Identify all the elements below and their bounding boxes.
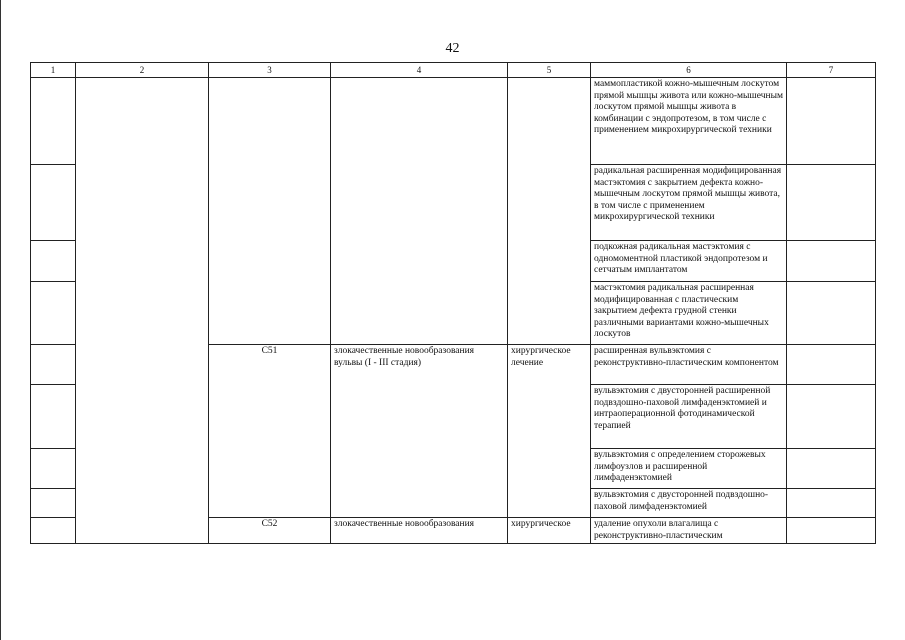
cell-col7 bbox=[787, 78, 876, 165]
cell-col2 bbox=[76, 78, 209, 544]
diagnosis-code-cell: C51 bbox=[209, 345, 331, 518]
model-description-cell: злокачественные новообразования вульвы (I - III стадия) bbox=[331, 345, 508, 518]
page-left-edge bbox=[0, 0, 1, 640]
cell-col7 bbox=[787, 489, 876, 518]
page-number: 42 bbox=[445, 41, 460, 56]
cell-col1 bbox=[31, 489, 76, 518]
model-description-cell bbox=[331, 78, 508, 345]
column-number: 7 bbox=[787, 63, 876, 78]
treatment-method-cell: вульвэктомия с определением сторожевых лимфоузлов и расширенной лимфаденэктомией bbox=[591, 449, 787, 489]
cell-col1 bbox=[31, 78, 76, 165]
treatment-method-cell: подкожная радикальная мастэктомия с одномоментной пластикой эндопротезом и сетчатым имплантатом bbox=[591, 241, 787, 282]
cell-col1 bbox=[31, 282, 76, 345]
treatment-type-cell: хирургическое bbox=[508, 518, 591, 544]
cell-col1 bbox=[31, 449, 76, 489]
diagnosis-code-cell: C52 bbox=[209, 518, 331, 544]
cell-col7 bbox=[787, 241, 876, 282]
treatment-method-cell: вульвэктомия с двусторонней подвздошно-паховой лимфаденэктомией bbox=[591, 489, 787, 518]
treatment-type-cell bbox=[508, 78, 591, 345]
column-number: 4 bbox=[331, 63, 508, 78]
column-number: 1 bbox=[31, 63, 76, 78]
treatment-method-cell: маммопластикой кожно-мышечным лоскутом прямой мышцы живота или кожно-мышечным лоскутом прямой мышцы живота в комбинации с эндопротезом, в том числе с применением микрохирургической техники bbox=[591, 78, 787, 165]
column-number-row bbox=[31, 63, 876, 78]
treatment-method-cell: расширенная вульвэктомия с реконструктивно-пластическим компонентом bbox=[591, 345, 787, 385]
cell-col1 bbox=[31, 385, 76, 449]
column-number: 5 bbox=[508, 63, 591, 78]
treatment-method-cell: удаление опухоли влагалища с реконструктивно-пластическим bbox=[591, 518, 787, 544]
treatment-method-cell: радикальная расширенная модифицированная мастэктомия с закрытием дефекта кожно-мышечным лоскутом прямой мышцы живота, в том числе с применением микрохирургической техники bbox=[591, 165, 787, 241]
treatment-method-cell: мастэктомия радикальная расширенная модифицированная с пластическим закрытием дефекта грудной стенки различными вариантами кожно-мышечных лоскутов bbox=[591, 282, 787, 345]
cell-col7 bbox=[787, 518, 876, 544]
cell-col1 bbox=[31, 518, 76, 544]
treatment-method-cell: вульвэктомия с двусторонней расширенной подвздошно-паховой лимфаденэктомией и интраоперационной фотодинамической терапией bbox=[591, 385, 787, 449]
diagnosis-code-cell bbox=[209, 78, 331, 345]
cell-col1 bbox=[31, 241, 76, 282]
table-row bbox=[31, 78, 876, 165]
model-description-cell: злокачественные новообразования bbox=[331, 518, 508, 544]
cell-col7 bbox=[787, 345, 876, 385]
cell-col1 bbox=[31, 345, 76, 385]
column-number: 2 bbox=[76, 63, 209, 78]
column-number: 3 bbox=[209, 63, 331, 78]
column-number: 6 bbox=[591, 63, 787, 78]
cell-col1 bbox=[31, 165, 76, 241]
cell-col7 bbox=[787, 165, 876, 241]
procedures-table bbox=[30, 62, 876, 544]
cell-col7 bbox=[787, 282, 876, 345]
treatment-type-cell: хирургическое лечение bbox=[508, 345, 591, 518]
cell-col7 bbox=[787, 385, 876, 449]
cell-col7 bbox=[787, 449, 876, 489]
